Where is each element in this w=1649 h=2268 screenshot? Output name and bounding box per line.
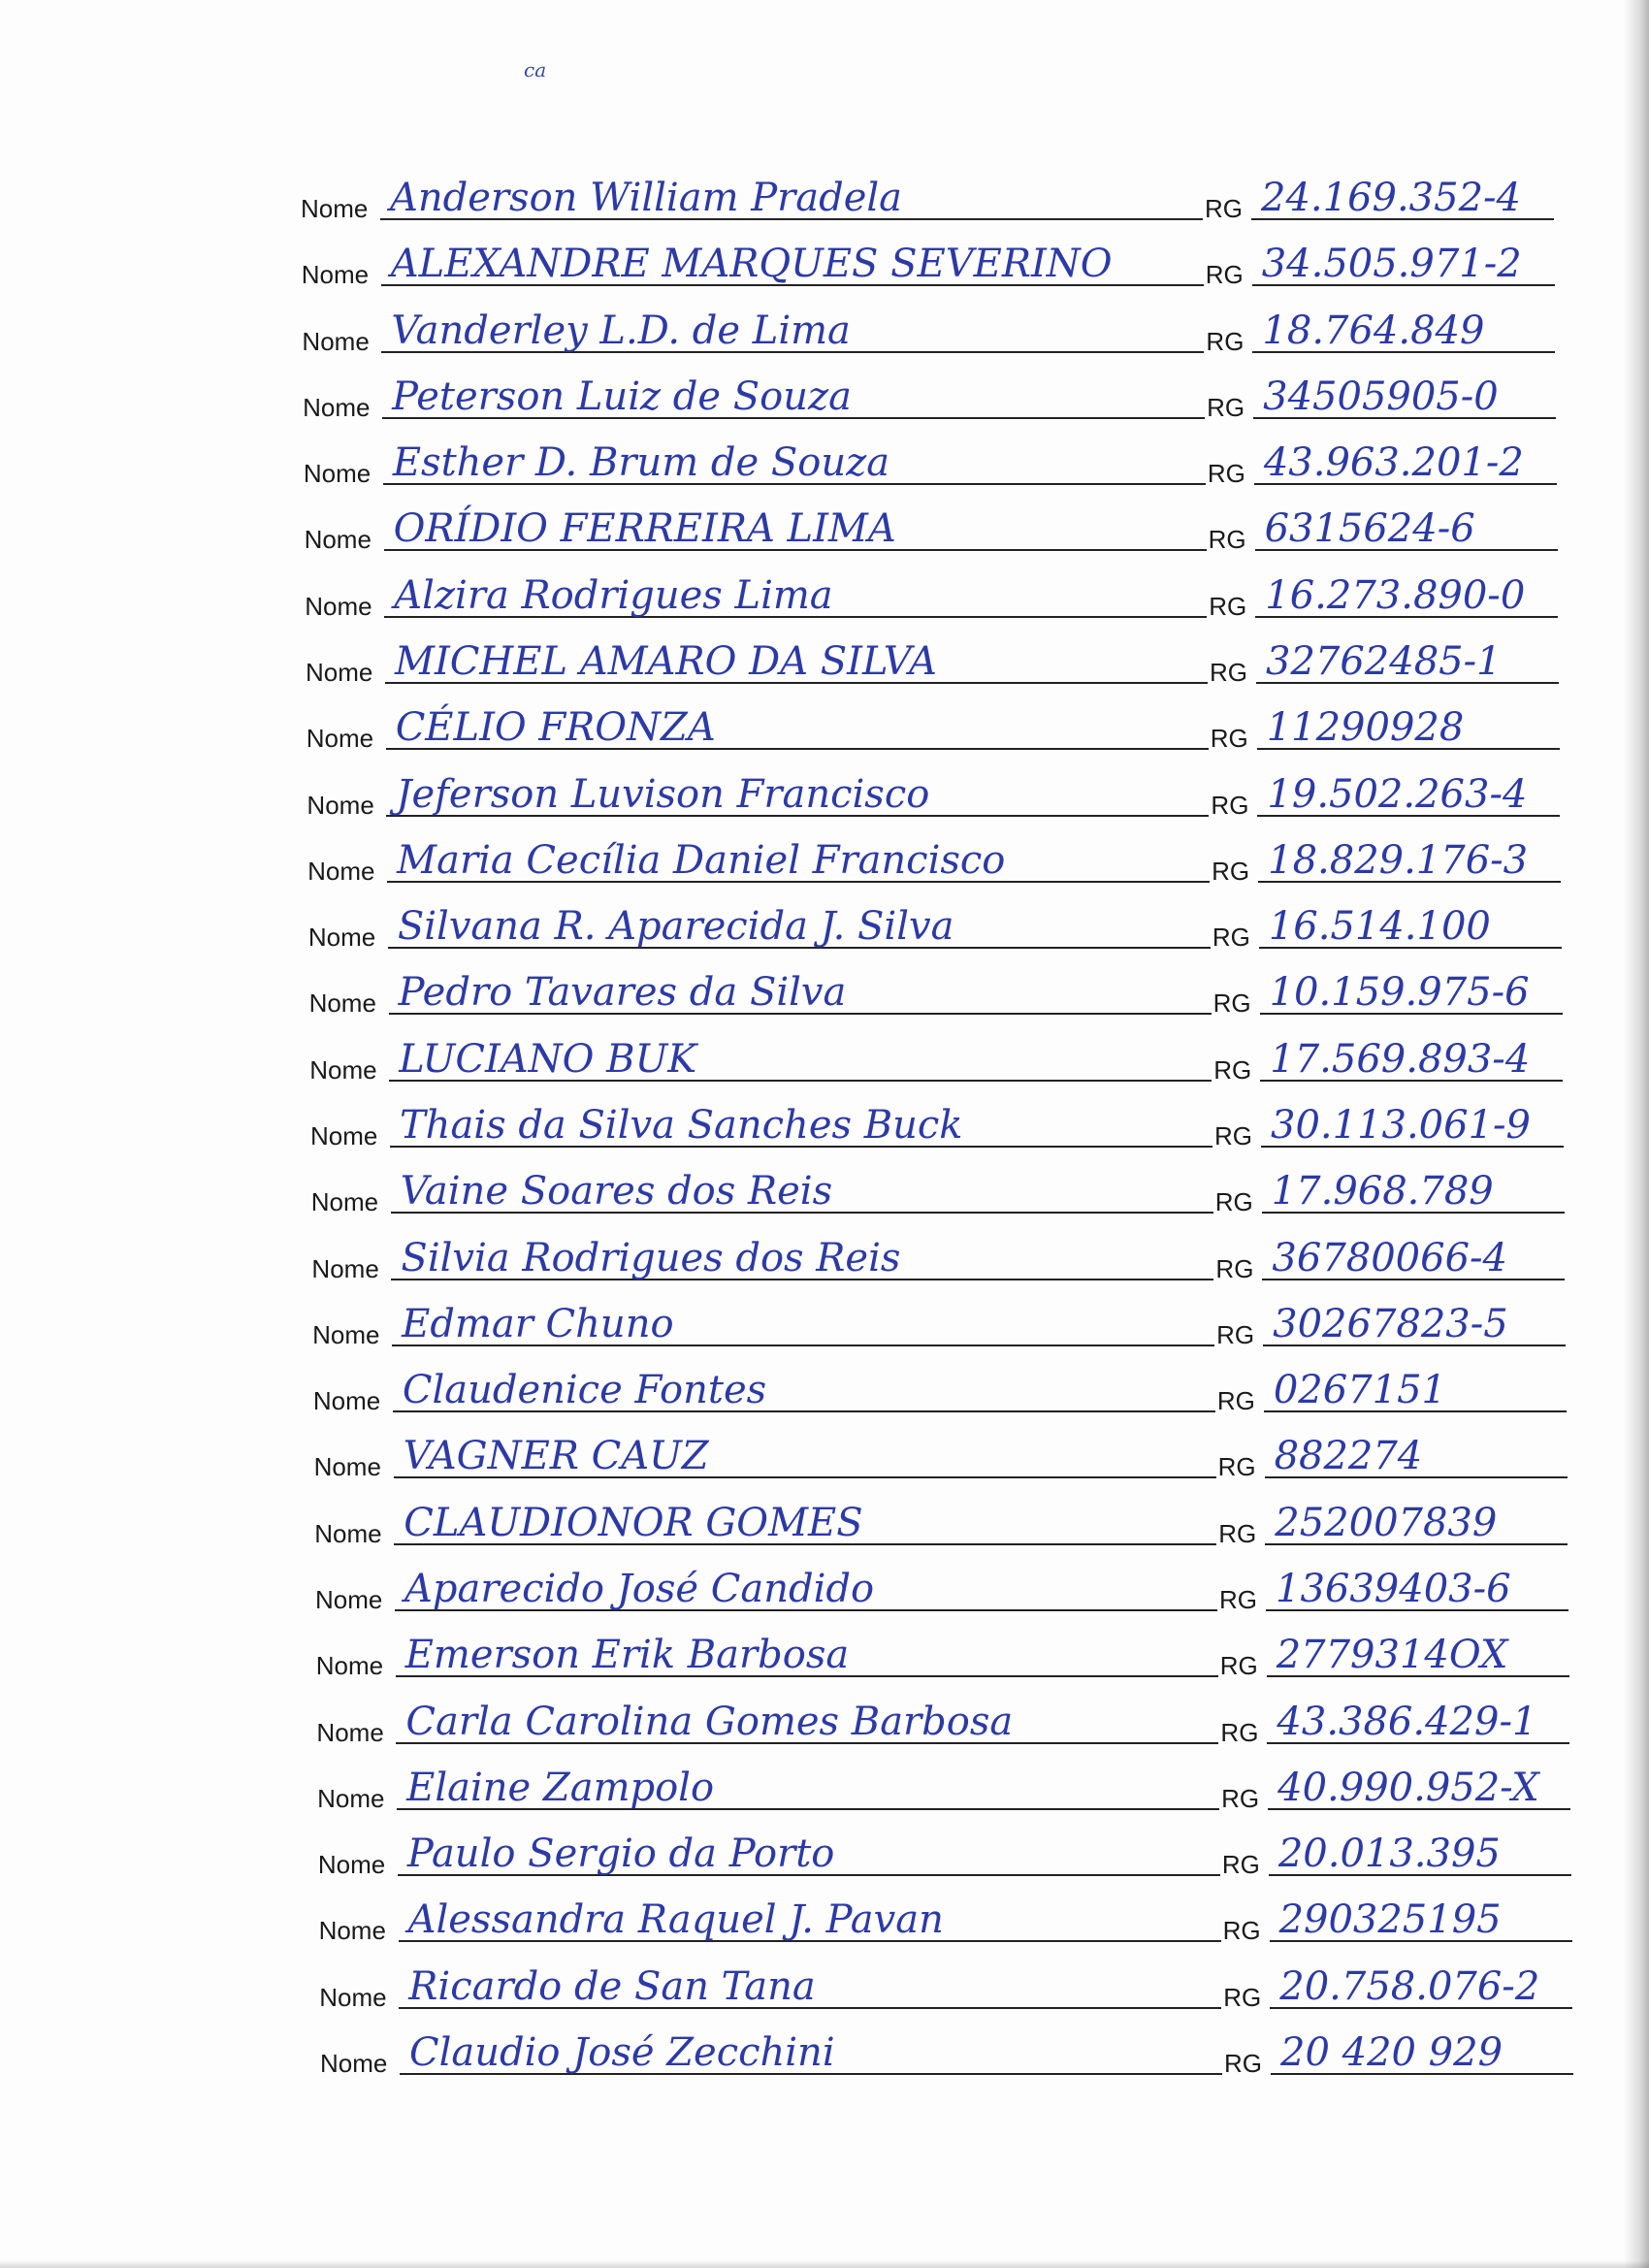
handwritten-rg: 36780066-4 xyxy=(1272,1235,1507,1280)
handwritten-rg: 17.968.789 xyxy=(1271,1169,1494,1215)
handwritten-rg: 20.758.076-2 xyxy=(1279,1963,1540,2009)
handwritten-rg: 19.502.263-4 xyxy=(1267,771,1528,817)
signature-row xyxy=(301,239,1582,290)
rg-label: RG xyxy=(1205,260,1244,290)
nome-label: Nome xyxy=(308,988,376,1019)
page-bottom-shadow xyxy=(0,2260,1649,2268)
nome-label: Nome xyxy=(317,1783,385,1813)
handwritten-name: LUCIANO BUK xyxy=(399,1036,697,1082)
handwritten-rg: 43.386.429-1 xyxy=(1277,1699,1537,1744)
handwritten-name: Carla Carolina Gomes Barbosa xyxy=(405,1699,1014,1744)
signature-row xyxy=(304,503,1585,555)
nome-label: Nome xyxy=(316,1717,384,1747)
rg-label: RG xyxy=(1214,1121,1252,1150)
nome-label: Nome xyxy=(315,1585,383,1614)
handwritten-rg: 24.169.352-4 xyxy=(1261,176,1521,220)
handwritten-rg: 0267151 xyxy=(1273,1368,1446,1413)
handwritten-rg: 32762485-1 xyxy=(1266,639,1502,684)
nome-label: Nome xyxy=(309,1054,377,1085)
signature-row xyxy=(306,636,1586,685)
signature-row xyxy=(312,1299,1593,1347)
handwritten-rg: 13639403-6 xyxy=(1276,1567,1511,1611)
nome-label: Nome xyxy=(303,392,371,422)
handwritten-name: Thais da Silva Sanches Buck xyxy=(400,1103,963,1148)
signature-row xyxy=(305,570,1585,619)
nome-label: Nome xyxy=(312,1386,381,1416)
handwritten-name: VAGNER CAUZ xyxy=(403,1434,709,1479)
signature-row xyxy=(303,437,1584,489)
rg-label: RG xyxy=(1208,525,1246,555)
signature-row xyxy=(307,769,1587,818)
top-handwritten-mark: ca xyxy=(524,58,547,81)
nome-label: Nome xyxy=(317,1850,386,1880)
nome-label: Nome xyxy=(306,724,374,754)
handwritten-name: Peterson Luiz de Souza xyxy=(392,373,852,419)
rg-label: RG xyxy=(1212,856,1250,886)
signature-row xyxy=(306,702,1587,754)
handwritten-rg: 43.963.201-2 xyxy=(1263,440,1524,486)
handwritten-rg: 20 420 929 xyxy=(1280,2030,1504,2075)
nome-label: Nome xyxy=(306,658,373,687)
rg-label: RG xyxy=(1220,1717,1259,1747)
rg-label: RG xyxy=(1206,326,1245,356)
rg-label: RG xyxy=(1221,1783,1260,1813)
handwritten-name: CÉLIO FRONZA xyxy=(395,705,716,751)
handwritten-name: Esther D. Brum de Souza xyxy=(392,440,890,486)
rg-label: RG xyxy=(1221,1850,1260,1880)
rg-label: RG xyxy=(1222,1916,1261,1946)
signature-row xyxy=(319,1961,1600,2010)
handwritten-name: MICHEL AMARO DA SILVA xyxy=(395,639,937,684)
rg-label: RG xyxy=(1209,591,1247,621)
handwritten-name: Maria Cecília Daniel Francisco xyxy=(397,837,1006,883)
handwritten-rg: 290325195 xyxy=(1278,1897,1502,1943)
nome-label: Nome xyxy=(313,1452,381,1482)
nome-label: Nome xyxy=(302,326,370,356)
nome-label: Nome xyxy=(310,1121,378,1150)
handwritten-name: Edmar Chuno xyxy=(402,1301,674,1346)
rg-label: RG xyxy=(1212,923,1250,953)
handwritten-name: Anderson William Pradela xyxy=(390,176,903,220)
handwritten-name: Pedro Tavares da Silva xyxy=(398,970,847,1016)
nome-label: Nome xyxy=(304,525,372,555)
signature-row xyxy=(316,1697,1597,1745)
nome-label: Nome xyxy=(307,923,376,953)
signature-row xyxy=(317,1829,1599,1880)
rg-label: RG xyxy=(1219,1651,1258,1681)
signature-row xyxy=(320,2027,1600,2076)
signature-row xyxy=(311,1166,1592,1215)
nome-label: Nome xyxy=(318,1916,386,1946)
rg-label: RG xyxy=(1215,1253,1254,1283)
handwritten-name: Vanderley L.D. de Lima xyxy=(391,308,851,353)
handwritten-name: CLAUDIONOR GOMES xyxy=(404,1500,863,1545)
handwritten-name: Jeferson Luvison Francisco xyxy=(396,771,930,817)
nome-label: Nome xyxy=(305,591,372,621)
nome-label: Nome xyxy=(314,1518,382,1548)
rg-label: RG xyxy=(1207,392,1245,422)
rg-label: RG xyxy=(1212,988,1251,1019)
rg-label: RG xyxy=(1219,1585,1257,1614)
rg-label: RG xyxy=(1213,1054,1252,1085)
nome-label: Nome xyxy=(301,260,370,290)
signature-row xyxy=(302,306,1582,354)
rg-label: RG xyxy=(1216,1319,1255,1349)
rg-label: RG xyxy=(1210,658,1247,687)
nome-label: Nome xyxy=(301,194,369,223)
handwritten-name: Silvia Rodrigues dos Reis xyxy=(401,1235,901,1280)
signature-row xyxy=(315,1630,1597,1681)
handwritten-rg: 252007839 xyxy=(1275,1500,1498,1545)
handwritten-rg: 34505905-0 xyxy=(1263,373,1499,419)
rg-label: RG xyxy=(1210,724,1248,754)
signature-row xyxy=(301,173,1581,221)
handwritten-name: Alzira Rodrigues Lima xyxy=(394,572,833,618)
nome-label: Nome xyxy=(303,459,372,489)
signature-row xyxy=(307,835,1588,884)
handwritten-name: Vaine Soares dos Reis xyxy=(400,1169,833,1215)
rg-label: RG xyxy=(1224,2049,1262,2078)
signature-row xyxy=(303,372,1583,420)
handwritten-rg: 18.764.849 xyxy=(1262,308,1485,353)
handwritten-name: Alessandra Raquel J. Pavan xyxy=(407,1897,944,1943)
handwritten-name: Elaine Zampolo xyxy=(406,1765,715,1810)
rg-label: RG xyxy=(1211,790,1249,820)
handwritten-rg: 30.113.061-9 xyxy=(1271,1103,1531,1148)
handwritten-name: Ricardo de San Tana xyxy=(408,1963,816,2009)
nome-label: Nome xyxy=(319,1982,387,2012)
handwritten-rg: 2779314OX xyxy=(1276,1633,1508,1678)
rg-label: RG xyxy=(1218,1518,1257,1548)
handwritten-rg: 6315624-6 xyxy=(1264,506,1475,552)
handwritten-name: Emerson Erik Barbosa xyxy=(404,1633,850,1678)
signature-row xyxy=(310,1100,1591,1149)
handwritten-name: Silvana R. Aparecida J. Silva xyxy=(397,904,954,950)
signature-row xyxy=(309,1034,1590,1083)
handwritten-rg: 34.505.971-2 xyxy=(1261,242,1522,287)
handwritten-rg: 16.273.890-0 xyxy=(1265,572,1526,618)
nome-label: Nome xyxy=(320,2049,388,2078)
nome-label: Nome xyxy=(311,1253,379,1283)
rg-label: RG xyxy=(1207,459,1245,489)
rg-label: RG xyxy=(1223,1982,1262,2012)
handwritten-rg: 20.013.395 xyxy=(1277,1831,1501,1877)
handwritten-rg: 40.990.952-X xyxy=(1277,1765,1539,1810)
handwritten-rg: 10.159.975-6 xyxy=(1269,970,1530,1016)
handwritten-rg: 18.829.176-3 xyxy=(1268,837,1529,883)
handwritten-rg: 17.569.893-4 xyxy=(1270,1036,1531,1082)
nome-label: Nome xyxy=(307,790,374,820)
handwritten-name: Aparecido José Candido xyxy=(404,1567,875,1611)
signature-row xyxy=(311,1233,1592,1281)
handwritten-rg: 30267823-5 xyxy=(1273,1301,1508,1346)
signature-row xyxy=(308,967,1590,1019)
rg-label: RG xyxy=(1217,1452,1256,1482)
handwritten-name: ORÍDIO FERREIRA LIMA xyxy=(393,506,896,552)
handwritten-name: Claudio José Zecchini xyxy=(409,2030,835,2075)
nome-label: Nome xyxy=(310,1187,379,1217)
signature-row xyxy=(313,1431,1595,1482)
signature-row xyxy=(317,1763,1598,1811)
handwritten-rg: 16.514.100 xyxy=(1268,904,1491,950)
handwritten-name: Paulo Sergio da Porto xyxy=(406,1831,835,1877)
rg-label: RG xyxy=(1216,1386,1255,1416)
nome-label: Nome xyxy=(315,1651,384,1681)
rg-label: RG xyxy=(1214,1187,1253,1217)
signature-row xyxy=(314,1498,1595,1546)
handwritten-name: Claudenice Fontes xyxy=(402,1368,767,1413)
signature-row xyxy=(315,1564,1596,1612)
signature-row xyxy=(318,1895,1600,1946)
rg-label: RG xyxy=(1205,194,1243,223)
nome-label: Nome xyxy=(312,1319,380,1349)
nome-label: Nome xyxy=(307,856,375,886)
handwritten-name: ALEXANDRE MARQUES SEVERINO xyxy=(390,242,1113,287)
handwritten-rg: 882274 xyxy=(1274,1434,1423,1479)
signature-row xyxy=(307,901,1589,953)
signature-row xyxy=(312,1365,1594,1416)
page-edge-shadow xyxy=(1624,0,1649,2268)
handwritten-rg: 11290928 xyxy=(1266,705,1465,751)
